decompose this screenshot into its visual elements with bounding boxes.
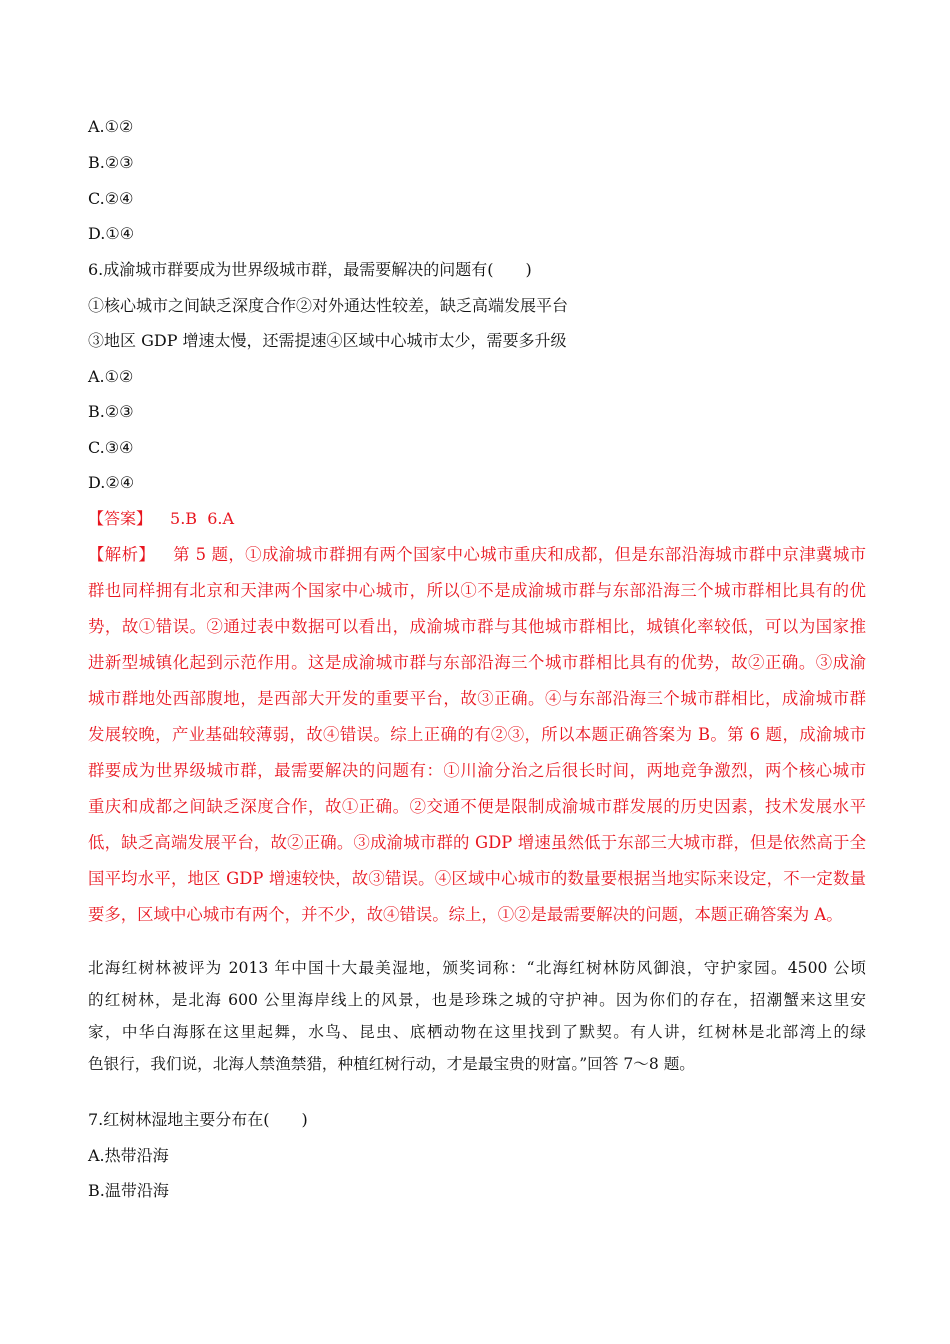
answer-line xyxy=(88,509,234,529)
analysis-paragraph xyxy=(88,545,866,941)
q6-stem: 6.成渝城市群要成为世界级城市群，最需要解决的问题有( ) xyxy=(88,260,532,279)
q6-option-c: C.③④ xyxy=(88,438,134,457)
q5-option-c: C.②④ xyxy=(88,189,134,208)
analysis-line: 低，缺乏高端发展平台，故②正确。③成渝城市群的 GDP 增速虽然低于东部三大城市群，但是依然高于全 xyxy=(88,833,866,852)
analysis-line: 国平均水平，地区 GDP 增速较快，故③错误。④区域中心城市的数量要根据当地实际来设定，不一定数量 xyxy=(88,869,866,888)
q6-option-b: B.②③ xyxy=(88,402,134,421)
analysis-line: 【解析】 第 5 题，①成渝城市群拥有两个国家中心城市重庆和成都，但是东部沿海城市群中京津冀城市 xyxy=(88,545,867,564)
q6-option-d: D.②④ xyxy=(88,473,135,492)
analysis-line: 群要成为世界级城市群，最需要解决的问题有：①川渝分治之后很长时间，两地竞争激烈，两个核心城市 xyxy=(88,761,866,780)
passage-line: 的红树林，是北海 600 公里海岸线上的风景，也是珍珠之城的守护神。因为你们的存在，招潮蟹来这里安 xyxy=(88,991,866,1009)
q7-stem: 7.红树林湿地主要分布在( ) xyxy=(88,1110,308,1129)
passage-line: 家，中华白海豚在这里起舞，水鸟、昆虫、底栖动物在这里找到了默契。有人讲，红树林是北部湾上的绿 xyxy=(88,1023,866,1041)
analysis-line: 重庆和成都之间缺乏深度合作，故①正确。②交通不便是限制成渝城市群发展的历史因素，技术发展水平 xyxy=(88,797,866,816)
analysis-tag: 【解析】 xyxy=(88,545,156,564)
q5-option-d: D.①④ xyxy=(88,224,135,243)
analysis-line: 要多，区域中心城市有两个，并不少，故④错误。综上，①②是最需要解决的问题，本题正确答案为 A。 xyxy=(88,905,843,924)
q5-option-a: A.①② xyxy=(88,117,134,136)
analysis-line: 进新型城镇化起到示范作用。这是成渝城市群与东部沿海三个城市群相比具有的优势，故②正确。③成渝 xyxy=(88,653,866,672)
analysis-line: 势，故①错误。②通过表中数据可以看出，成渝城市群与其他城市群相比，城镇化率较低，可以为国家推 xyxy=(88,617,866,636)
q5-option-b: B.②③ xyxy=(88,153,134,172)
analysis-line: 群也同样拥有北京和天津两个国家中心城市，所以①不是成渝城市群与东部沿海三个城市群相比具有的优 xyxy=(88,581,866,600)
passage-line: 色银行，我们说，北海人禁渔禁猎，种植红树行动，才是最宝贵的财富。”回答 7～8 题。 xyxy=(88,1055,695,1073)
answer-value: 5.B 6.A xyxy=(170,509,235,528)
q6-statement-2: ③地区 GDP 增速太慢，还需提速④区域中心城市太少，需要多升级 xyxy=(88,331,567,350)
passage-paragraph xyxy=(88,958,866,1086)
q6-statement-1: ①核心城市之间缺乏深度合作②对外通达性较差，缺乏高端发展平台 xyxy=(88,296,569,315)
answer-tag: 【答案】 xyxy=(88,509,153,528)
analysis-line: 发展较晚，产业基础较薄弱，故④错误。综上正确的有②③，所以本题正确答案为 B。第 6 题，成渝城市 xyxy=(88,725,866,744)
q7-option-a: A.热带沿海 xyxy=(88,1146,169,1165)
q7-option-b: B.温带沿海 xyxy=(88,1181,169,1200)
analysis-line: 城市群地处西部腹地，是西部大开发的重要平台，故③正确。④与东部沿海三个城市群相比，成渝城市群 xyxy=(88,689,866,708)
q6-option-a: A.①② xyxy=(88,367,134,386)
passage-line: 北海红树林被评为 2013 年中国十大最美湿地，颁奖词称：“北海红树林防风御浪，守护家园。4500 公顷 xyxy=(88,959,866,977)
